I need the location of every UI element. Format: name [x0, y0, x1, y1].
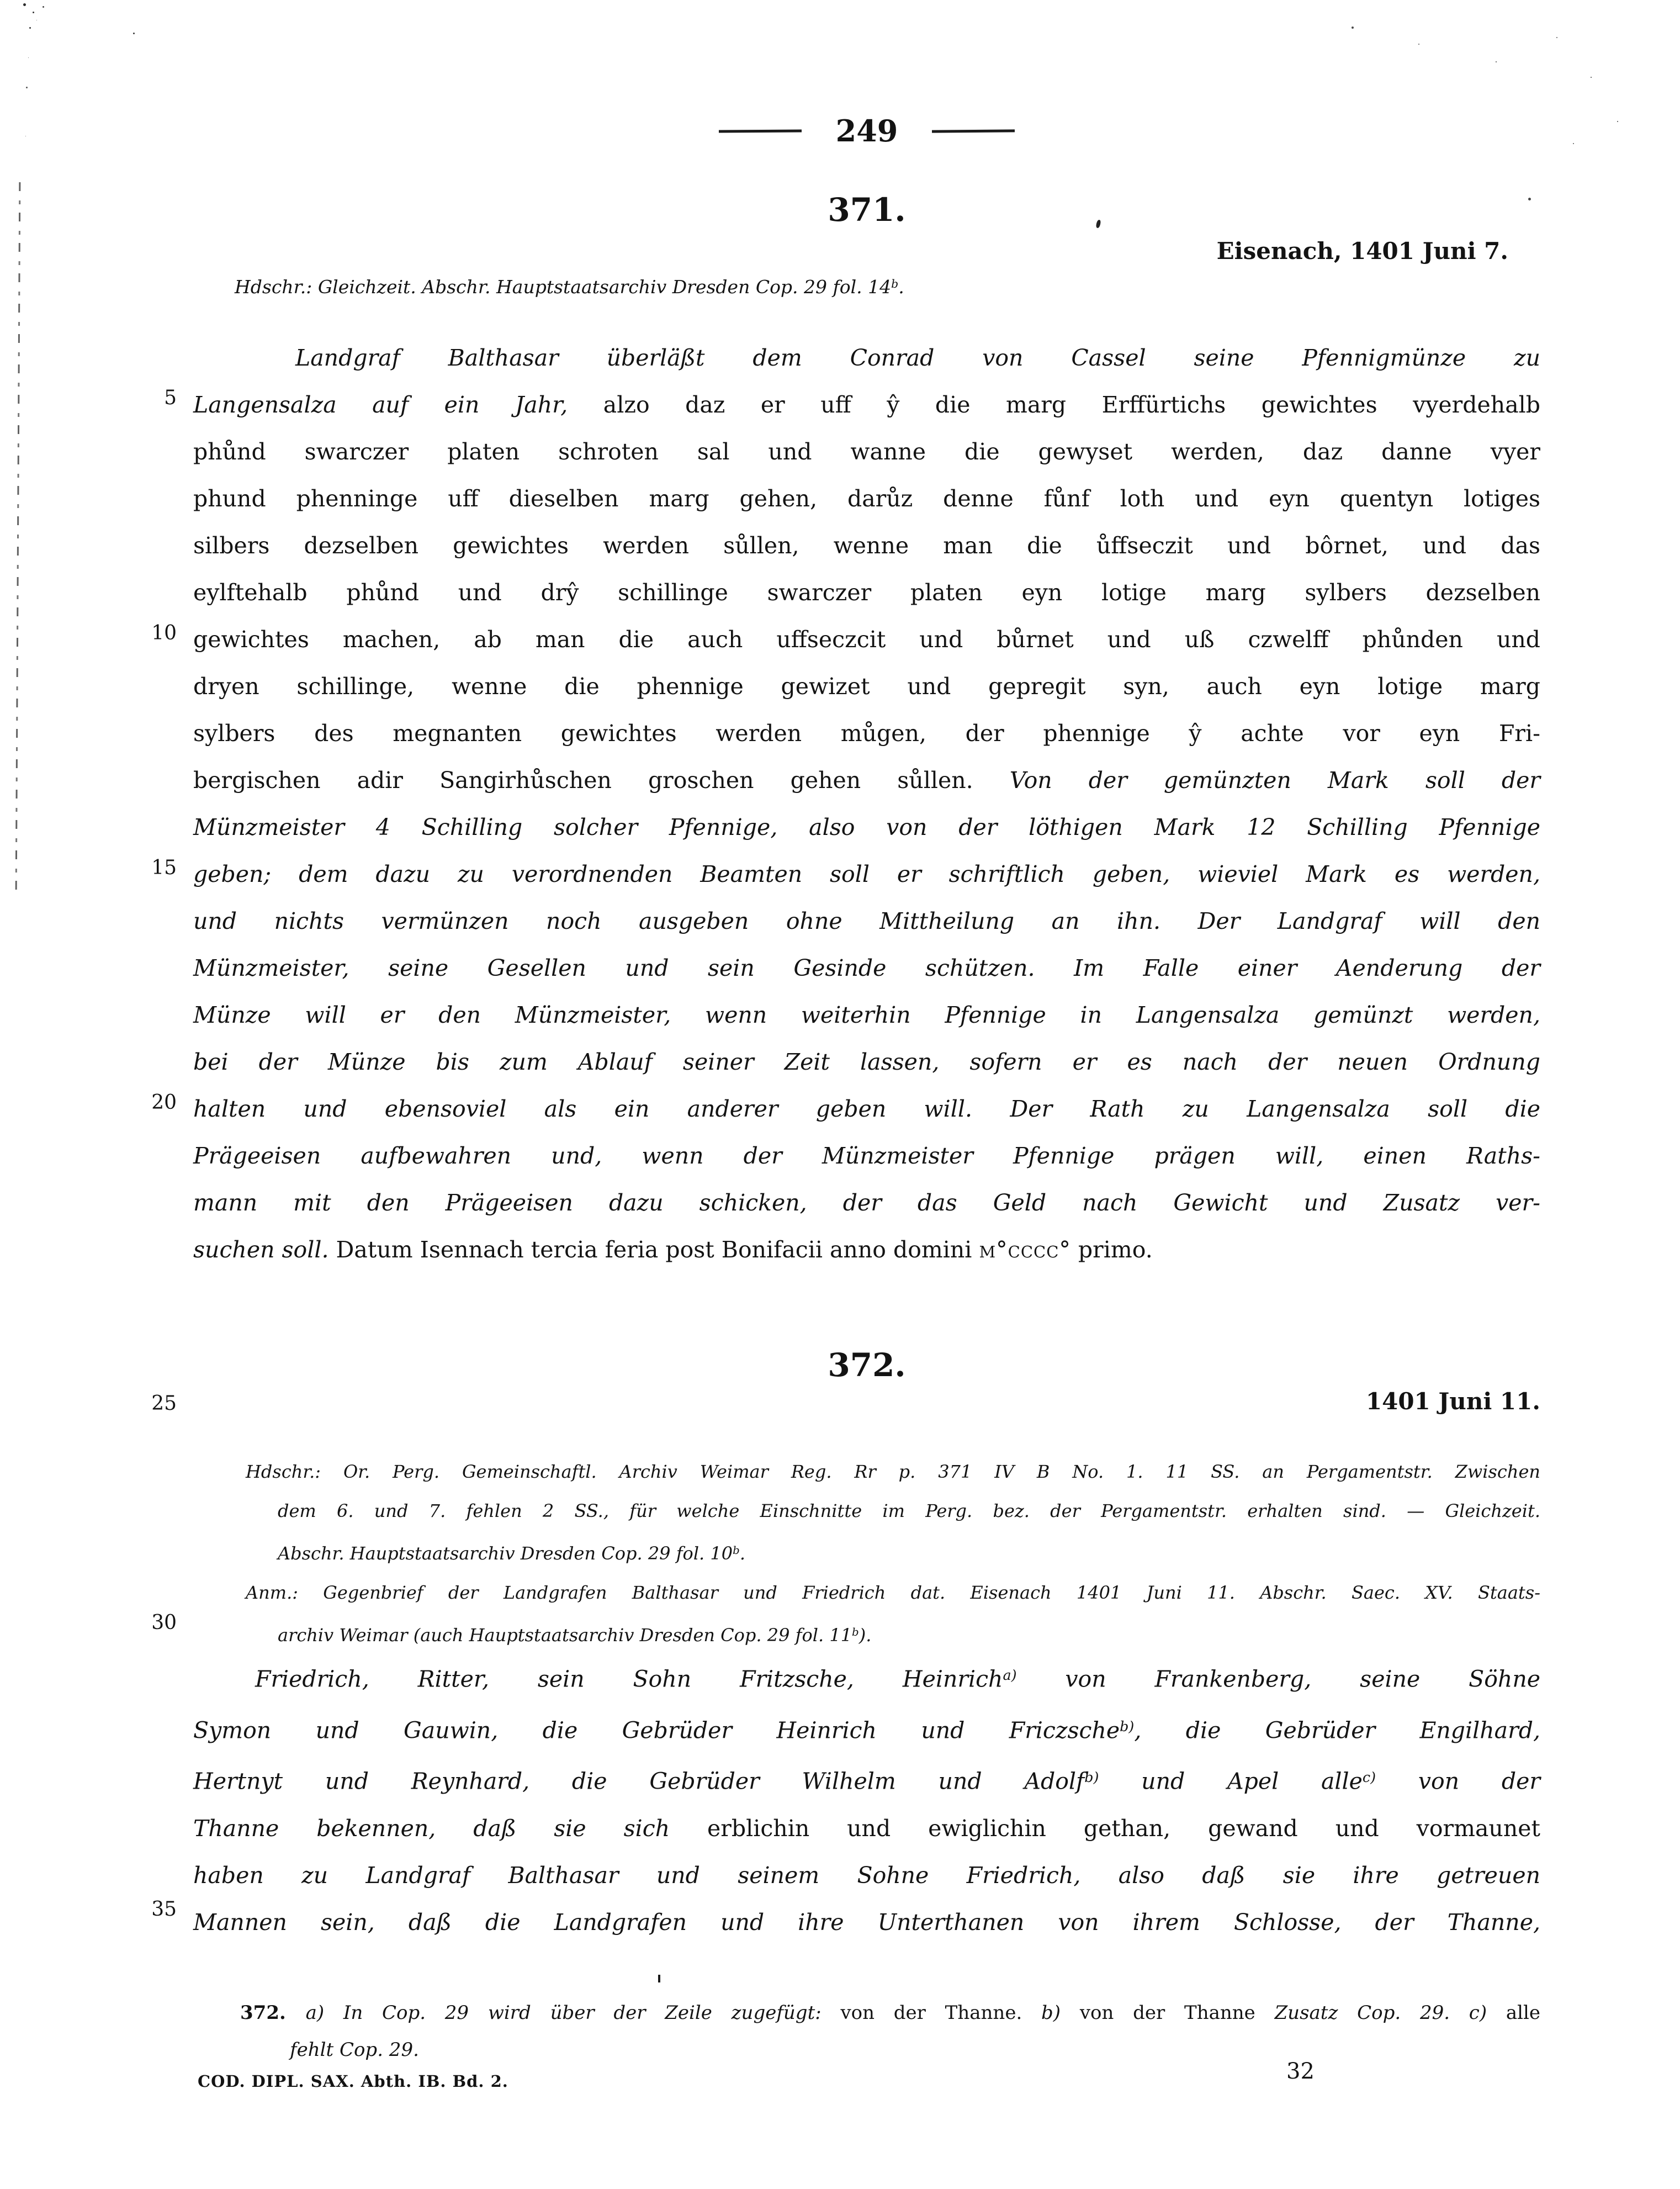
- text-run: bei der Münze bis zum Ablauf seiner Zeit lassen, sofern er es nach der neuen Ordnung: [193, 1049, 1540, 1075]
- text-run: Prägeeisen aufbewahren und, wenn der Münzmeister Pfennige prägen will, einen Raths-: [193, 1143, 1540, 1169]
- text-run: erblichin und ewiglichin gethan, gewand und vormaunet: [707, 1815, 1540, 1842]
- text-run: Mannen sein, daß die Landgrafen und ihre Unterthanen von ihrem Schlosse, der Thanne,: [193, 1909, 1540, 1936]
- sheet-signature-number: 32: [1286, 2059, 1315, 2084]
- text-line: [193, 1226, 1540, 1273]
- entry-372-regest-text: [193, 1652, 1540, 1946]
- text-run: Münzmeister, seine Gesellen und sein Gesinde schützen. Im Falle einer Aenderung der: [193, 955, 1540, 981]
- text-line: [193, 569, 1540, 616]
- margin-line-number-25: 25: [151, 1392, 177, 1415]
- text-line: [193, 335, 1540, 382]
- entry-372-footnotes: [240, 1995, 1540, 2069]
- text-run: Langensalza auf ein Jahr,: [193, 392, 603, 418]
- text-line: [193, 851, 1540, 898]
- text-run: b: [733, 1544, 740, 1557]
- text-line: [235, 272, 1540, 299]
- text-line: [193, 757, 1540, 804]
- text-run: .: [739, 1542, 745, 1564]
- text-run: Von der gemünzten Mark soll der: [1009, 767, 1540, 794]
- text-line: [240, 1995, 1540, 2032]
- text-line: [193, 1086, 1540, 1133]
- text-run: von der Thanne.: [840, 2002, 1042, 2024]
- entry-371-source-note: [235, 272, 1540, 299]
- text-run: Münzmeister 4 Schilling solcher Pfennige, also von der löthigen Mark 12 Schilling Pfennige: [193, 814, 1540, 840]
- text-run: und Apel alle: [1099, 1768, 1363, 1795]
- text-run: archiv Weimar (auch Hauptstaatsarchiv Dresden Cop. 29 fol. 11: [278, 1624, 852, 1646]
- text-line: [193, 1039, 1540, 1086]
- text-run: .: [898, 276, 904, 298]
- text-run: silbers dezselben gewichtes werden sůllen, wenne man die ůffseczit und bôrnet, und das: [193, 532, 1540, 559]
- text-line: [193, 1180, 1540, 1226]
- text-run: von der Thanne: [1079, 2002, 1275, 2024]
- text-run: suchen soll.: [193, 1236, 336, 1263]
- text-line: [193, 1652, 1540, 1703]
- text-run: a) In Cop. 29 wird über der Zeile zugefügt:: [305, 2002, 841, 2024]
- text-run: fehlt Cop. 29.: [290, 2039, 419, 2061]
- margin-line-number-10: 10: [151, 622, 177, 644]
- text-run: a): [1003, 1667, 1017, 1683]
- text-run: b): [1041, 2002, 1080, 2024]
- text-run: Münze will er den Münzmeister, wenn weiterhin Pfennige in Langensalza gemünzt werden,: [193, 1002, 1540, 1028]
- text-line: [246, 1573, 1540, 1612]
- text-run: gewichtes machen, ab man die auch uffseczcit und bůrnet und uß czwelff phůnden und: [193, 626, 1540, 653]
- text-line: [193, 616, 1540, 663]
- text-line: [193, 1703, 1540, 1754]
- text-line: [193, 663, 1540, 710]
- text-line: [246, 1452, 1540, 1492]
- text-run: , die Gebrüder Engilhard,: [1134, 1717, 1540, 1744]
- scan-artifact-speckles-top-left: [23, 3, 26, 6]
- entry-372-number: 372.: [828, 1346, 906, 1384]
- text-line: [193, 1133, 1540, 1180]
- text-run: c): [1362, 1769, 1376, 1786]
- entry-371-regest-text: [193, 335, 1540, 1273]
- text-run: bergischen adir Sangirhůschen groschen gehen sůllen.: [193, 767, 1010, 794]
- text-run: von Frankenberg, seine Söhne: [1016, 1665, 1540, 1693]
- text-line: [193, 804, 1540, 851]
- text-run: dem 6. und 7. fehlen 2 SS., für welche Einschnitte im Perg. bez. der Pergamentstr. erhalten sind. — Gleichzeit.: [278, 1500, 1540, 1521]
- entry-371-dateline: Eisenach, 1401 Juni 7.: [1216, 237, 1508, 265]
- text-run: Landgraf Balthasar überläßt dem Conrad von Cassel seine Pfennigmünze zu: [295, 345, 1540, 371]
- text-run: geben; dem dazu zu verordnenden Beamten soll er schriftlich geben, wieviel Mark es werden,: [193, 861, 1540, 887]
- text-run: Symon und Gauwin, die Gebrüder Heinrich und Friczsche: [193, 1717, 1120, 1744]
- entry-372-dateline: 1401 Juni 11.: [1365, 1388, 1540, 1415]
- text-line: [246, 1492, 1540, 1531]
- text-run: von der: [1376, 1768, 1540, 1795]
- text-run: alle: [1506, 2002, 1540, 2024]
- margin-line-number-35: 35: [151, 1898, 177, 1921]
- text-run: Hdschr.: Or. Perg. Gemeinschaftl. Archiv Weimar Reg. Rr p. 371 IV B No. 1. 11 SS. an Pergamentstr. Zwischen: [246, 1461, 1540, 1482]
- scan-artifact-speckles-top-right: [1352, 27, 1354, 29]
- text-line: [193, 945, 1540, 992]
- text-run: alzo daz er uff ŷ die marg Erffürtichs gewichtes vyerdehalb: [603, 392, 1540, 418]
- margin-line-number-5: 5: [164, 387, 177, 409]
- text-run: halten und ebensoviel als ein anderer geben will. Der Rath zu Langensalza soll die: [193, 1096, 1540, 1122]
- text-line: [193, 475, 1540, 522]
- text-run: Hdschr.: Gleichzeit. Abschr. Hauptstaatsarchiv Dresden Cop. 29 fol. 14: [235, 276, 892, 298]
- text-run: Zusatz Cop. 29.: [1274, 2002, 1469, 2024]
- text-run: c): [1469, 2002, 1506, 2024]
- header-rule-left: [719, 129, 802, 133]
- text-run: m°cccc°: [979, 1236, 1071, 1263]
- text-run: 372.: [240, 2002, 306, 2024]
- text-run: haben zu Landgraf Balthasar und seinem Sohne Friedrich, also daß sie ihre getreuen: [193, 1862, 1540, 1889]
- entry-371-number: 371.: [828, 191, 906, 229]
- text-line: [193, 1805, 1540, 1852]
- text-run: Hertnyt und Reynhard, die Gebrüder Wilhelm und Adolf: [193, 1768, 1085, 1795]
- text-line: [193, 710, 1540, 757]
- scan-artifact-tick-above-footnote: [658, 1975, 660, 1982]
- page-number: 249: [835, 113, 898, 149]
- margin-line-number-30: 30: [151, 1611, 177, 1634]
- margin-line-number-20: 20: [151, 1091, 177, 1114]
- text-line: [193, 1899, 1540, 1946]
- text-run: sylbers des megnanten gewichtes werden můgen, der phennige ŷ achte vor eyn Fri-: [193, 720, 1540, 747]
- text-run: b: [852, 1625, 859, 1638]
- text-run: Thanne bekennen, daß sie sich: [193, 1815, 708, 1842]
- text-line: [240, 2032, 1540, 2069]
- text-run: Friedrich, Ritter, sein Sohn Fritzsche, Heinrich: [255, 1665, 1003, 1693]
- text-run: dryen schillinge, wenne die phennige gewizet und gepregit syn, auch eyn lotige marg: [193, 673, 1540, 700]
- text-run: ).: [858, 1624, 872, 1646]
- text-line: [193, 382, 1540, 429]
- text-run: mann mit den Prägeeisen dazu schicken, der das Geld nach Gewicht und Zusatz ver-: [193, 1189, 1540, 1216]
- running-head: [193, 113, 1540, 149]
- text-run: Anm.: Gegenbrief der Landgrafen Balthasar und Friedrich dat. Eisenach 1401 Juni 11. Abschr. Saec. XV. Staats-: [246, 1582, 1540, 1603]
- text-run: phund phenninge uff dieselben marg gehen, darůz denne fůnf loth und eyn quentyn lotiges: [193, 485, 1540, 512]
- text-line: [246, 1531, 1540, 1573]
- text-run: b): [1120, 1717, 1135, 1735]
- text-run: b): [1084, 1769, 1099, 1786]
- text-line: [193, 429, 1540, 475]
- text-run: phůnd swarczer platen schroten sal und wanne die gewyset werden, daz danne vyer: [193, 438, 1540, 465]
- text-run: und nichts vermünzen noch ausgeben ohne Mittheilung an ihn. Der Landgraf will den: [193, 908, 1540, 934]
- text-line: [193, 898, 1540, 945]
- text-line: [246, 1612, 1540, 1655]
- text-run: primo.: [1070, 1236, 1153, 1263]
- text-run: b: [891, 277, 899, 290]
- series-imprint: COD. DIPL. SAX. Abth. IB. Bd. 2.: [198, 2072, 508, 2091]
- text-line: [193, 1754, 1540, 1805]
- text-line: [193, 522, 1540, 569]
- text-run: Abschr. Hauptstaatsarchiv Dresden Cop. 29 fol. 10: [278, 1542, 733, 1564]
- scan-artifact-left-edge-line: [15, 182, 21, 895]
- text-run: Datum Isennach tercia feria post Bonifacii anno domini: [336, 1236, 979, 1263]
- text-line: [193, 992, 1540, 1039]
- text-line: [193, 1852, 1540, 1899]
- header-rule-right: [932, 129, 1015, 133]
- text-run: eylftehalb phůnd und drŷ schillinge swarczer platen eyn lotige marg sylbers dezselben: [193, 579, 1540, 606]
- margin-line-number-15: 15: [151, 856, 177, 879]
- entry-372-source-and-anm-note: [246, 1452, 1540, 1655]
